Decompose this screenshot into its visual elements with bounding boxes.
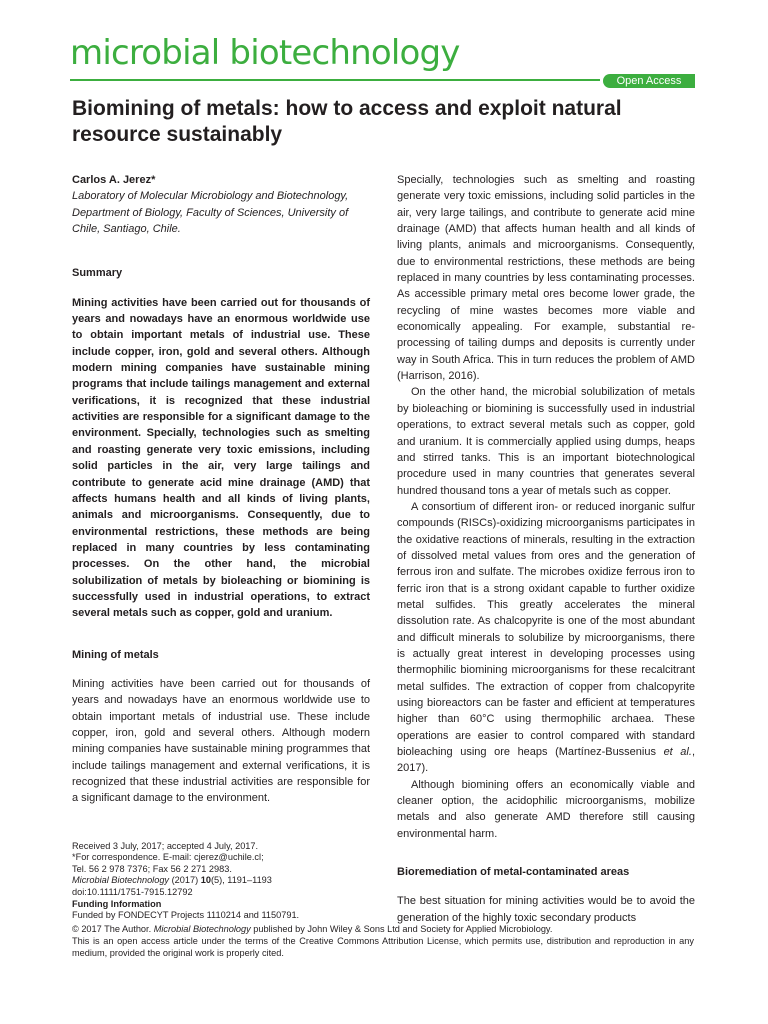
paragraph-1: Specially, technologies such as smelting and roasting generate very toxic emissions, including solid particles in the air, very large tailings, and contribute to generate acid mine drainage (AMD) that affects human health and all kinds of living plants, animals and microorganisms. Consequently, due to environmental restrictions, these methods are being replaced in many countries by less contaminating processes. As accessible primary metal ores become lower grade, the recycling of mine wastes becomes more viable and economically appealing. For example, substantial re-processing of tailing dumps and deposits is currently under way in South Africa. This in turn reduces the problem of AMD (Harrison, 2016).	[397, 174, 695, 383]
copyright-line	[72, 923, 694, 935]
copyright-journal: Microbial Biotechnology	[153, 924, 251, 934]
received-date: Received 3 July, 2017; accepted 4 July, 2017.	[72, 840, 259, 851]
citation-journal: Microbial Biotechnology	[72, 875, 170, 886]
citation-year: (2017)	[169, 875, 201, 886]
telephone: Tel. 56 2 978 7376; Fax 56 2 271 2983.	[72, 863, 232, 874]
header-rule	[70, 79, 600, 81]
paragraph-2: On the other hand, the microbial solubilization of metals by bioleaching or biomining is successfully used in industrial operations, to extract several metals such as copper, gold and uranium. It is commercially applied using dumps, heaps and stirred tanks. This is an important biotechnological procedure used in many countries that generates several hundred thousand tons a year of metals such as copper.	[397, 386, 695, 497]
left-column	[72, 172, 370, 922]
journal-title: microbial biotechnology	[70, 33, 460, 73]
author-name: Carlos A. Jerez*	[72, 174, 156, 186]
paragraph-3-start: A consortium of different iron- or reduced inorganic sulfur compounds (RISCs)-oxidizing microorganisms participates in the oxidative reactions of minerals, resulting in the extraction of dissolved metal values from ores and the generation of ferrous iron and sulfate. The microbes oxidize ferrous iron to ferric iron that is a strong oxidant capable to further oxidize metal sulfides. This greatly accelerates the mineral dissolution rate. As chalcopyrite is one of the most abundant and difficult minerals to solubilize by microorganisms, there is actually great interest in developing processes using thermophilic biomining microorganisms for these recalcitrant metal sulfides. The extraction of copper from chalcopyrite using bioreactors can be faster and efficient at temperatures higher than 60°C using thermophilic archaea. These operations are easier to control compared with standard bioleaching using ore heaps (Martínez-Bussenius	[397, 500, 695, 759]
article-title: Biomining of metals: how to access and exploit natural resource sustainably	[72, 97, 622, 146]
doi: doi:10.1111/1751-7915.12792	[72, 887, 193, 898]
bioremediation-heading: Bioremediation of metal-contaminated areas	[397, 866, 630, 879]
correspondence: *For correspondence. E-mail: cjerez@uchile.cl;	[72, 852, 264, 863]
author-affiliation: Laboratory of Molecular Microbiology and Biotechnology, Department of Biology, Faculty of Sciences, University of Chile, Santiago, Chile.	[72, 190, 349, 236]
paragraph-3-etal: et al.	[663, 746, 692, 759]
license-text: This is an open access article under the terms of the Creative Commons Attribution License, which permits use, distribution and reproduction in any medium, provided the original work is properly cited.	[72, 936, 694, 958]
paragraph-3-end: , 2017).	[397, 746, 695, 775]
open-access-badge: Open Access	[603, 74, 695, 88]
paragraph-3	[397, 499, 695, 777]
mining-heading: Mining of metals	[72, 648, 159, 661]
paragraph-4: Although biomining offers an economically viable and cleaner option, the acidophilic microorganisms, mobilize metals and also generate AMD therefore still causing environmental harm.	[397, 778, 695, 840]
copyright-footer	[72, 923, 694, 959]
article-meta	[72, 841, 370, 922]
paragraph-5: The best situation for mining activities would be to avoid the generation of the highly toxic secondary products	[397, 895, 695, 924]
copyright-start: © 2017 The Author.	[72, 924, 154, 934]
citation-volume: 10	[200, 875, 211, 886]
mining-text: Mining activities have been carried out for thousands of years and nowadays have an enormous worldwide use to obtain important metals of industrial use. These include copper, iron, gold and several others. Although modern mining companies have sustainable mining programmes that include tailings management and external verifications, it is recognized that these industrial activities are responsible for a significant damage to the environment.	[72, 677, 370, 805]
citation	[72, 875, 370, 887]
summary-heading: Summary	[72, 267, 123, 280]
funding-text: Funded by FONDECYT Projects 1110214 and 1150791.	[72, 910, 300, 921]
summary-text: Mining activities have been carried out for thousands of years and nowadays have an enormous worldwide use to obtain important metals of industrial use. These include copper, iron, gold and several others. Although modern mining companies have sustainable mining programs that include tailings management and external verifications, it is recognized that these industrial activities are responsible for a significant damage to the environment. Specially, technologies such as smelting and roasting generate very toxic emissions, including solid particles in the air, very large tailings and contribute to generate acid mine drainage (AMD) that affects humans health and all kinds of living plants, animals and microorganisms. Consequently, due to environmental restrictions, these methods are being replaced in many countries by less contaminating processes. On the other hand, the microbial solubilization of metals by bioleaching or biomining is successfully used in industrial operations, to extract several metals such as copper, gold and uranium.	[72, 296, 370, 620]
funding-heading: Funding Information	[72, 898, 162, 909]
right-column	[397, 172, 695, 926]
citation-pages: (5), 1191–1193	[210, 875, 272, 886]
copyright-end: published by John Wiley & Sons Ltd and Society for Applied Microbiology.	[250, 924, 553, 934]
